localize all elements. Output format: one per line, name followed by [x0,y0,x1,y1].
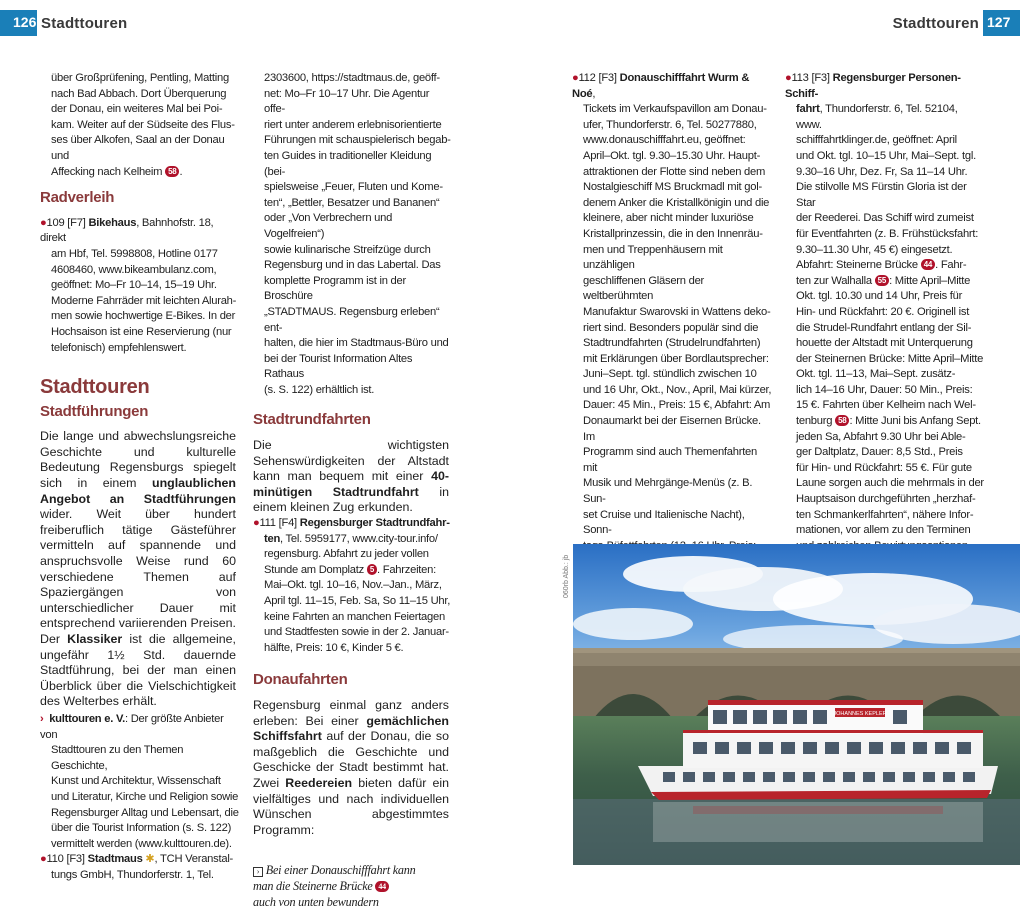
right-page-header [893,10,1020,36]
right-page-title: Stadttouren [892,15,979,32]
map-badge: 44 [921,259,935,270]
ship-photo-image [573,544,1020,865]
stadtrundfahrt-entry: ●111 [F4] Regensburger Stadtrundfahr- ten, Tel. 5959177, www.city-tour.info/ regensburg. Abfahrt zu jeder vollen Stunde am Domplatz 5 . Fahrzeiten: Mai–Okt. tgl. 10–16, Nov.–Jan., März, April tgl. 11–15, Feb. Sa, So 11–15 Uhr, keine Fahrten an manchen Feiertagen und Stadtfesten sowie in der 2. Januar- hälfte, Preis: 10 €, Kinder 5 €. [253,517,451,654]
donaufahrten-heading: Donaufahrten [253,671,348,689]
kids-icon: ✱ [145,853,155,866]
text-line: ses über Alkofen, Saal an der Donau und [51,134,225,162]
stadtrundfahrten-paragraph: Die wichtigsten Sehenswürdigkeiten der Altstadt kann man bequem mit einer 40-minütigen Stadtrundfahrt in einem kleinen Zug erkunden. [253,438,449,515]
entry-name: kulttouren e. V. [49,712,125,725]
text-line: der Donau, ein weiteres Mal bei Poi- [51,103,223,116]
stadtfuehrungen-heading: Stadtführungen [40,402,149,420]
ship-photo [573,544,1020,865]
photo-tip: › Bei einer Donauschifffahrt kann man die Steinerne Brücke 44 auch von unten bewundern [253,863,416,910]
radverleih-heading: Radverleih [40,189,115,207]
column-4: ●113 [F3] Regensburger Personen-Schiff- fahrt, Thundorferstr. 6, Tel. 52104, www. schifffahrtklinger.de, geöffnet: April und Okt. tgl. 10–15 Uhr, Mai–Sept. tgl. 9.30–16 Uhr, Dez. Fr, Sa 11–14 Uhr. Die stilvolle MS Fürstin Gloria ist der Star der Reederei. Das Schiff wird zumeist für Eventfahrten (z. B. Frühstücksfahrt: 9.30–11.30 Uhr, 45 €) eingesetzt. Abfahrt: Steinerne Brücke 44 . Fahr- ten zur Walhalla 55 : Mitte April–Mitte Okt. tgl. 10.30 und 14 Uhr, Preis für Hin- und Rückfahrt: 20 €. Originell ist die Strudel-Rundfahrt entlang der Sil- houette der Altstadt mit Unterquerung der Steinernen Brücke: Mitte April–Mitte Okt. tgl. 11–13, Mai–Sept. zusätz- lich 14–16 Uhr, Dauer: 50 Min., Preis: 15 €. Fahrten über Kelheim nach Wel- tenburg 58 : Mitte Juni bis Anfang Sept. jeden Sa, Abfahrt 9.30 Uhr bei Able- ger Daltplatz, Dauer: 8,5 Std., Preis für Hin- und Rückfahrt: 55 €. Für gute Laune sorgen auch die mehrmals in der Hauptsaison durchgeführten „herzhaf- ten Schmankerlfahrten“, nähere Infor- mationen, vor allem zu den Terminen [785,72,984,537]
stadtrundfahrten-heading: Stadtrundfahrten [253,411,371,429]
stadttouren-heading: Stadttouren [40,376,150,399]
text-line: kam. Weiter auf der Südseite des Flus- [51,118,235,131]
column-1 [40,71,240,884]
left-page-title: Stadttouren [41,15,128,32]
text-line: Affecking nach Kelheim 58 . [51,165,183,178]
right-page-number: 127 [983,10,1020,36]
entry-name: Regensburger Personen-Schiff- [785,72,961,100]
left-page-header [0,10,127,36]
stadtfuehrungen-paragraph: Die lange und abwechslungsreiche Geschichte und kulturelle Bedeutung Regensburgs spiegelt sich in einem unglaublichen Angebot an Stadtführungen wider. Weit über hundert freiberuflich tätige Gästeführer vermitteln auf spannende und anspruchsvolle Weise rund 60 verschiedene Themen auf Spaziergängen von unterschiedlicher Dauer mit entsprechend variierenden Preisen. Der Klassiker ist die allgemeine, ungefähr 1½ Std. dauernde Stadtführung, bei der man einen Überblick über die Vielschichtigkeit des Welterbes erhält. [40,429,236,709]
bikehaus-entry: ●109 [F7] Bikehaus, Bahnhofstr. 18, direkt am Hbf, Tel. 5998808, Hotline 0177 4608460, www.bikeambulanz.com, geöffnet: Mo–Fr 10–14, 15–19 Uhr. Moderne Fahrräder mit leichten Alurah- men sowie hochwertige E-Bikes. In der Hochsaison ist eine Reservierung (nur telefonisch) empfehlenswert. [40,216,237,354]
map-badge: 55 [875,275,889,286]
column-2: 2303600, https://stadtmaus.de, geöff- net: Mo–Fr 10–17 Uhr. Die Agentur offe- riert unter anderem erlebnisorientierte Führungen mit schauspielerisch begab- ten Guides in traditioneller Kleidung (bei- spielsweise „Feuer, Fluten und Kome- ten“, „Bettler, Besatzer und Bananen“ oder „Von Verbrechern und Vogelfreien“) sowie kulinarische Streifzüge durch Regensburg und in das Labertal. Das komplette Programm ist in der Broschüre „STADTMAUS. Regensburg erleben“ ent- halten, die hier im Stadtmaus-Büro und bei der Tourist Information Altes Rathaus (s. S. 122) erhältlich ist. Stadtrundfahrten Die wichtigsten Sehenswürdigkeiten der Altstadt kann man bequem mit einer 40-minütigen Stadtrundfahrt in einem kleinen Zug erkunden. ●111 [F4] Regensburger Stadtrundfahr- ten, Tel. 5959177, www.city-tour.info/ regensburg. Abfahrt zu jeder vollen Stunde am Domplatz 5 . Fahrzeiten: Mai–Okt. tgl. 10–16, Nov.–Jan., März, April tgl. 11–15, Feb. Sa, So 11–15 Uhr, keine Fahrten an manchen Feiertagen und Stadtfesten sowie in der 2. Januar- hälfte, Preis: 10 €, Kinder 5 €. Donaufahrten Regensburg einmal ganz anders erleben: Bei einer gemächlichen Schiffsfahrt auf der Donau, die so maßgeblich die Geschichte und Geschicke der Stadt bestimmt hat. Zwei Reedereien bieten dafür ein vielfältiges und nach individuellen Wünschen abgestimmtes Programm: › Bei einer Donauschifffahrt kann man die Steinerne Brücke 44 auch von unten bewundern [253,71,453,910]
text-line: über Großprüfening, Pentling, Matting [51,72,229,84]
entry-name: Stadtmaus [87,853,143,866]
ship-name-text: JOHANNES KEPLER [833,711,887,717]
donaufahrten-paragraph: Regensburg einmal ganz anders erleben: Bei einer gemächlichen Schiffsfahrt auf der Donau, die so maßgeblich die Geschichte und Geschicke der Stadt bestimmt hat. Zwei Reedereien bieten dafür ein vielfältiges und nach individuellen Wünschen abgestimmtes Programm: [253,697,449,837]
entry-name: Regensburger Stadtrundfahr- [299,517,450,530]
map-badge: 5 [367,564,377,575]
text-line: nach Bad Abbach. Dort Überquerung [51,87,227,100]
kulttouren-entry: › kulttouren e. V.: Der größte Anbieter von Stadttouren zu den Themen Geschichte, Kunst und Architektur, Wissenschaft und Literatur, Kirche und Religion sowie Regensburger Alltag und Lebensart, die über die Tourist Information (s. S. 122) vermittelt werden (www.kulttouren.de). [40,712,239,850]
stadtmaus-entry: ●110 [F3] Stadtmaus ✱, TCH Veranstal- tungs GmbH, Thundorferstr. 1, Tel. [40,853,234,881]
entry-name: Bikehaus [88,216,137,229]
entry-number: 109 [46,216,65,229]
entry-name: Donauschifffahrt Wurm & Noé [572,72,750,100]
tip-icon: › [253,867,263,877]
map-badge: 44 [375,881,389,892]
map-badge: 58 [835,415,849,426]
photo-credit: 060rb Abb.: jb [563,554,570,598]
map-badge: 58 [165,166,179,177]
column-3: ●112 [F3] Donauschifffahrt Wurm & Noé, Tickets im Verkaufspavillon am Donau- ufer, Thundorferstr. 6, Tel. 50277880, www.donauschifffahrt.eu, geöffnet: April–Okt. tgl. 9.30–15.30 Uhr. Haupt- attraktionen der Flotte sind neben dem Nostalgieschiff MS Bruckmadl mit gol- denem Anker die Kristallkönigin und die kleinere, aber nicht minder luxuriöse Kristallprinzessin, die in den Innenräu- men und Treppenhäusern mit unzähligen geschliffenen Gläsern der weltberühmten Manufaktur Swarovski in Wattens deko- riert sind. Besonders populär sind die Stadtrundfahrten (Strudelrundfahrten) mit Erklärungen über Bordlautsprecher: Juni–Sept. tgl. stündlich zwischen 10 und 16 Uhr, Okt., Nov., April, Mai kürzer, Dauer: 45 Min., Preis: 15 €, Abfahrt: Am Donaumarkt bei der Eisernen Brücke. Im Programm sind auch Themenfahrten mit Musik und Mehrgänge-Menüs (z. B. Sun- set Cruise und Italienische Nacht), Sonn- [572,71,772,632]
left-page-number: 126 [0,10,37,36]
